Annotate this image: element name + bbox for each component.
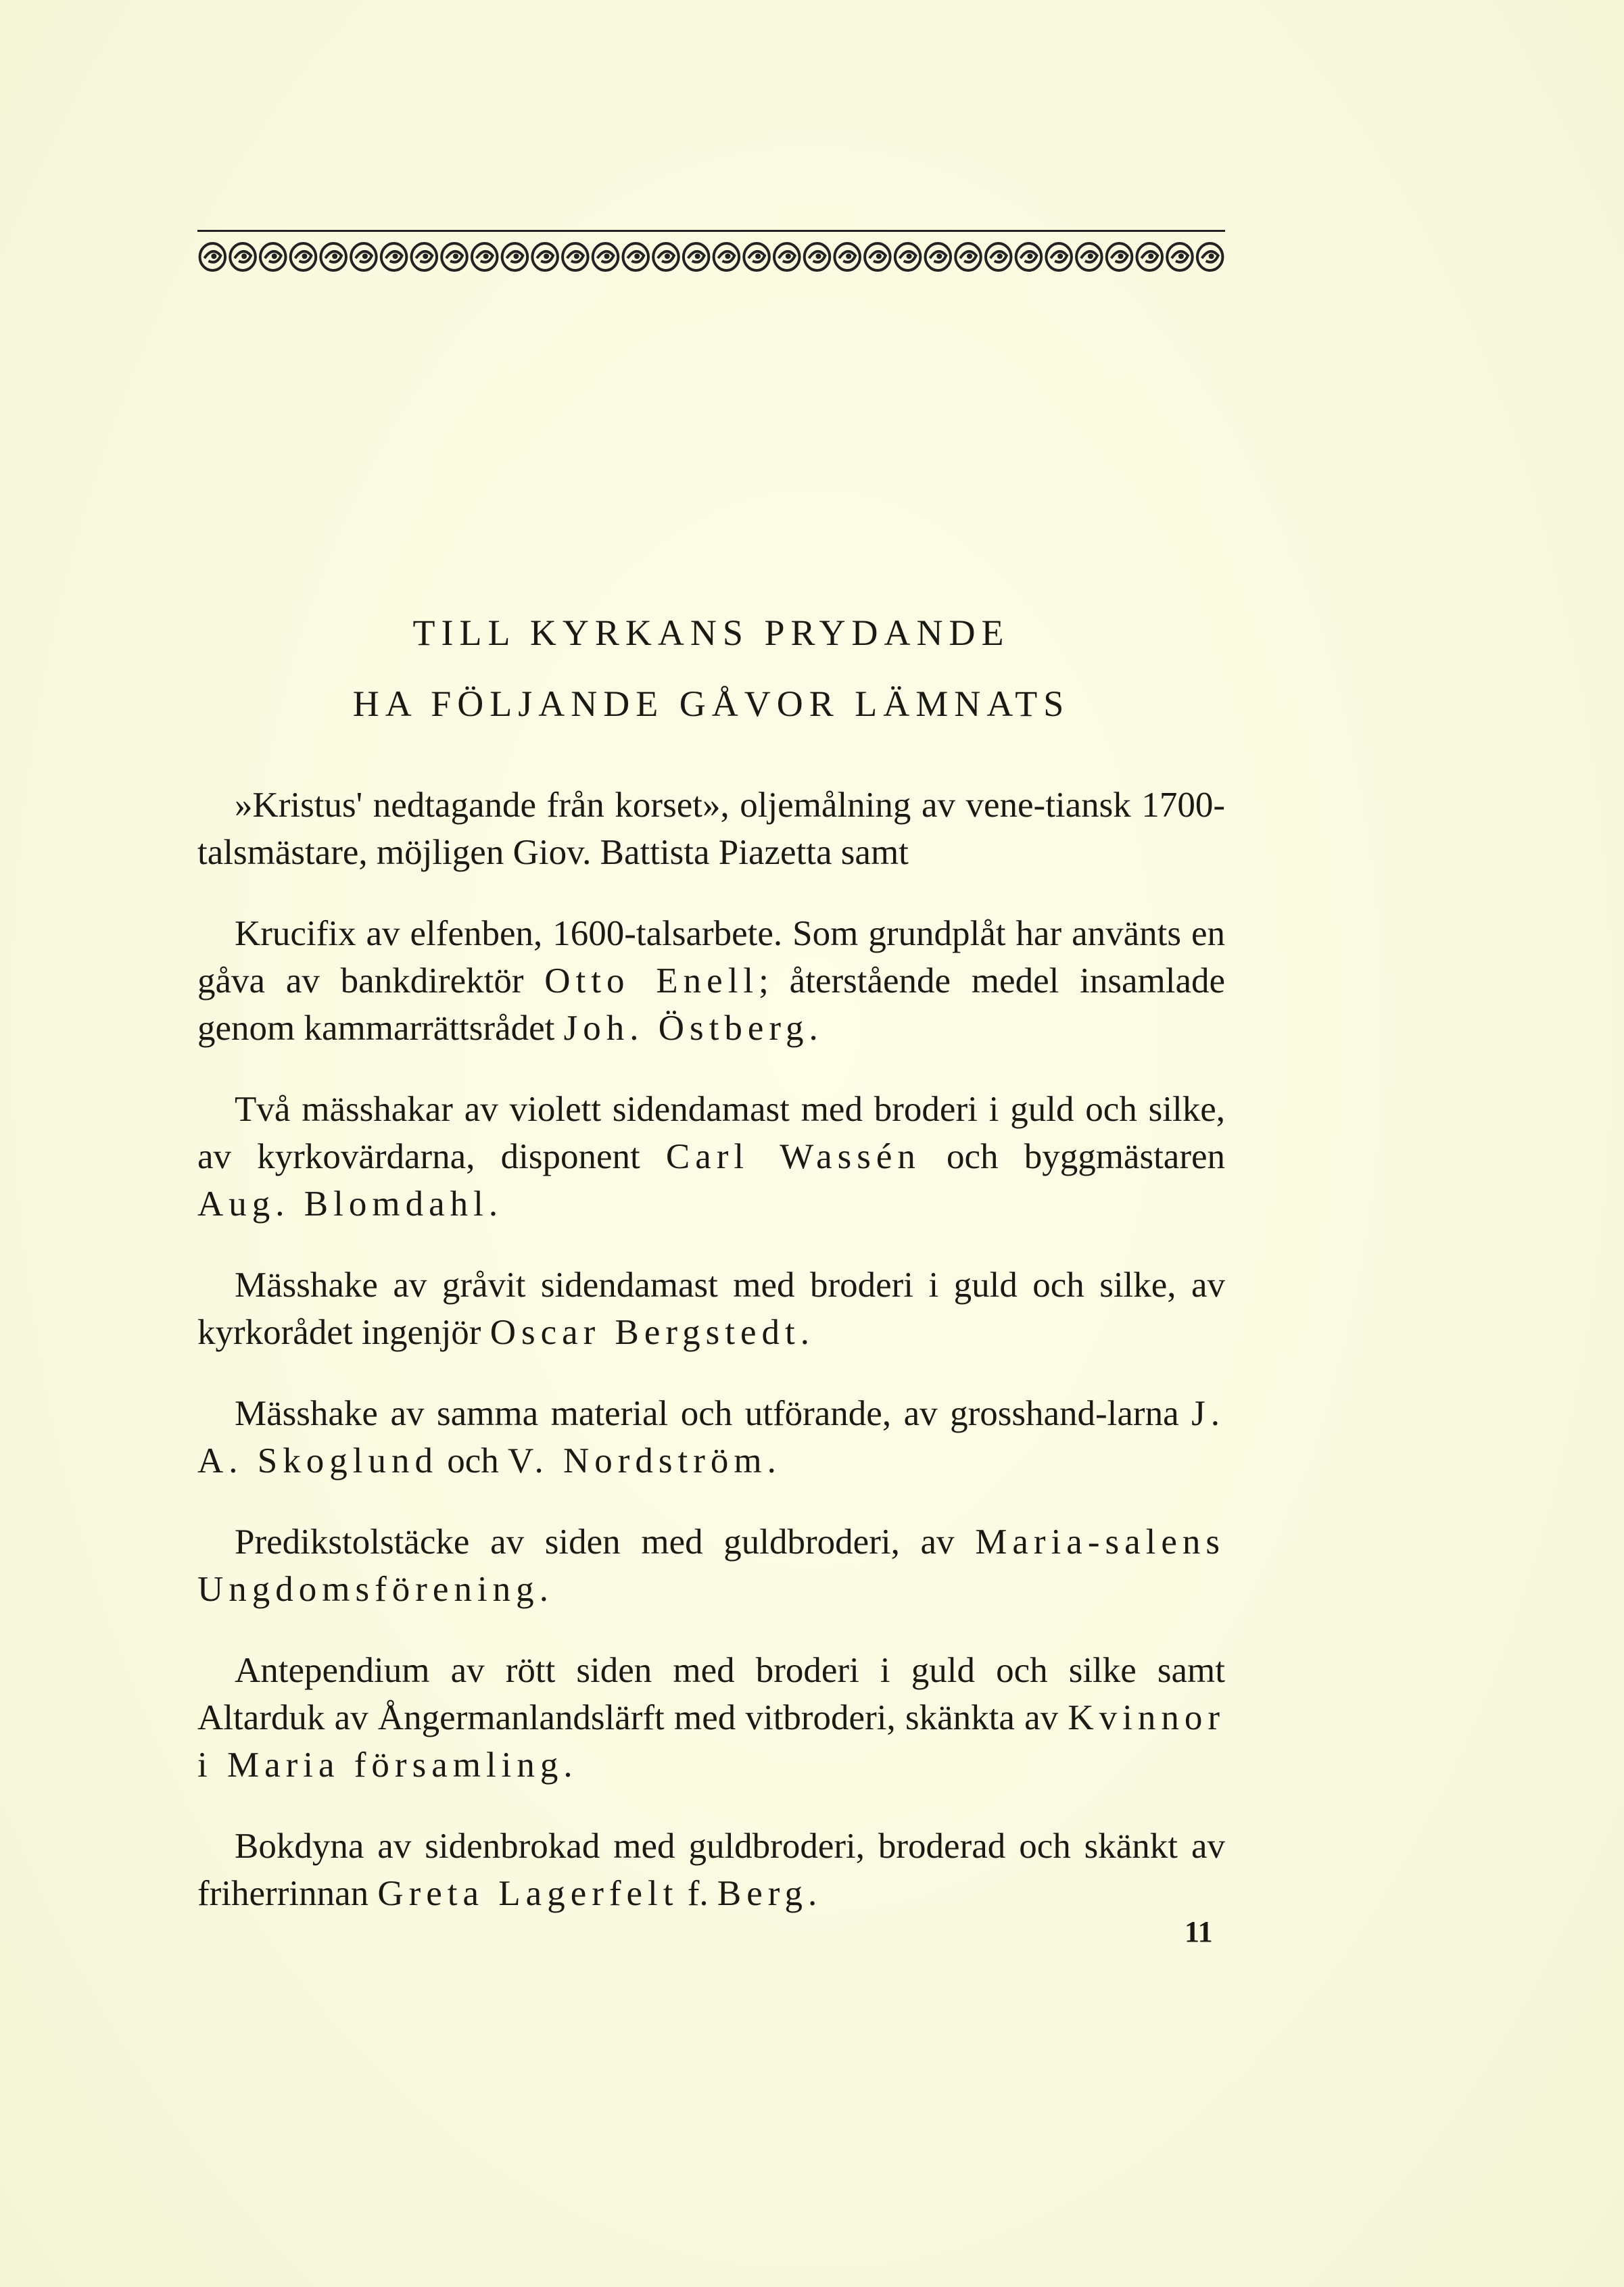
rosette-icon bbox=[351, 243, 377, 270]
paragraph-text: »Kristus' nedtagande från korset», oljemålning av vene-tiansk 1700-talsmästare, möjligen Giov. Battista Piazetta samt bbox=[197, 786, 1225, 872]
rosette-icon bbox=[563, 243, 588, 270]
paragraph-text: Mässhake av gråvit sidendamast med broderi i guld och silke, av kyrkorådet ingenjör bbox=[197, 1266, 1225, 1352]
gift-paragraph bbox=[197, 910, 1225, 1052]
rosette-icon bbox=[472, 243, 498, 270]
rosette-icon bbox=[774, 243, 800, 270]
donor-name: Maria-salens Ungdomsförening bbox=[197, 1522, 1225, 1609]
donor-name: Greta Lagerfelt bbox=[377, 1874, 679, 1913]
rosette-icon bbox=[805, 243, 830, 270]
rosette-icon bbox=[744, 243, 769, 270]
rosette-icon bbox=[291, 243, 316, 270]
rosette-icon bbox=[502, 243, 528, 270]
paragraph-text: . bbox=[808, 1874, 817, 1913]
rosette-icon bbox=[1197, 243, 1223, 270]
rosette-icon bbox=[1046, 243, 1072, 270]
paragraph-text: . bbox=[488, 1184, 498, 1224]
donor-name: Otto Enell bbox=[544, 961, 759, 1001]
paragraph-text: . bbox=[800, 1313, 809, 1352]
gift-paragraph bbox=[197, 1518, 1225, 1613]
gift-paragraph bbox=[197, 1647, 1225, 1789]
rosette-icon bbox=[623, 243, 648, 270]
paragraph-text: och byggmästaren bbox=[920, 1137, 1225, 1176]
rosette-icon bbox=[895, 243, 921, 270]
rosette-icon bbox=[381, 243, 407, 270]
donor-name: Oscar Bergstedt bbox=[489, 1313, 801, 1352]
rosette-icon bbox=[955, 243, 981, 270]
gift-paragraph bbox=[197, 1086, 1225, 1228]
paragraph-text: Bokdyna av sidenbrokad med guldbroderi, broderad och skänkt av friherrinnan bbox=[197, 1827, 1225, 1913]
paragraph-text: . bbox=[539, 1570, 548, 1609]
rosette-icon bbox=[1076, 243, 1102, 270]
paragraph-text: f. bbox=[678, 1874, 717, 1913]
rosette-icon bbox=[714, 243, 740, 270]
rosette-icon bbox=[200, 243, 226, 270]
rosette-icon bbox=[412, 243, 437, 270]
rosette-icon bbox=[260, 243, 286, 270]
rosette-icon bbox=[926, 243, 951, 270]
border-rule bbox=[197, 230, 1225, 232]
rosette-icon bbox=[865, 243, 890, 270]
gift-paragraph bbox=[197, 1823, 1225, 1917]
rosette-icon bbox=[1137, 243, 1162, 270]
gift-paragraph bbox=[197, 781, 1225, 876]
paragraph-text: . bbox=[767, 1441, 776, 1480]
paragraph-text: Predikstolstäcke av siden med guldbroderi, av bbox=[235, 1522, 976, 1562]
paragraph-text: Två mässhakar av violett sidendamast med broderi i guld och silke, av kyrkovärdarna, disponent bbox=[197, 1090, 1225, 1176]
rosette-icon bbox=[230, 243, 256, 270]
paragraph-text: Mässhake av samma material och utförande, av grosshand-larna bbox=[235, 1394, 1192, 1433]
rosette-icon bbox=[986, 243, 1011, 270]
rosette-icon bbox=[593, 243, 619, 270]
rosette-icon bbox=[441, 243, 467, 270]
gift-paragraph bbox=[197, 1390, 1225, 1485]
page-number: 11 bbox=[1185, 1915, 1213, 1948]
rosette-border-icon bbox=[197, 239, 1225, 280]
donor-name: Berg bbox=[717, 1874, 808, 1913]
gift-paragraph bbox=[197, 1261, 1225, 1356]
paragraph-text: Antependium av rött siden med broderi i guld och silke samt Altarduk av Ångermanlandslärft med vitbroderi, skänkta av bbox=[197, 1651, 1225, 1737]
paragraph-text: och bbox=[437, 1441, 508, 1480]
rosette-icon bbox=[834, 243, 860, 270]
paragraph-text: . bbox=[563, 1746, 573, 1785]
paragraph-text: ; återstående medel insamlade genom kammarrättsrådet bbox=[197, 961, 1225, 1048]
gift-list bbox=[197, 781, 1225, 1951]
donor-name: V. Nordström bbox=[508, 1441, 767, 1480]
donor-name: Carl Wassén bbox=[665, 1137, 921, 1176]
heading-line-1: TILL KYRKANS PRYDANDE bbox=[412, 612, 1010, 653]
paragraph-text: Krucifix av elfenben, 1600-talsarbete. Som grundplåt har använts en gåva av bankdirektör bbox=[197, 914, 1225, 1001]
paragraph-text: . bbox=[809, 1009, 818, 1048]
donor-name: Kvinnor i Maria församling bbox=[197, 1698, 1225, 1785]
donor-name: J. A. Skoglund bbox=[197, 1394, 1225, 1480]
donor-name: Joh. Östberg bbox=[563, 1009, 809, 1048]
rosette-icon bbox=[532, 243, 558, 270]
donor-name: Aug. Blomdahl bbox=[197, 1184, 489, 1224]
ornamental-border bbox=[197, 230, 1225, 284]
rosette-icon bbox=[684, 243, 709, 270]
heading-line-2: HA FÖLJANDE GÅVOR LÄMNATS bbox=[352, 683, 1070, 724]
rosette-icon bbox=[320, 243, 346, 270]
rosette-icon bbox=[1107, 243, 1132, 270]
rosette-icon bbox=[653, 243, 679, 270]
rosette-icon bbox=[1016, 243, 1042, 270]
rosette-icon bbox=[1167, 243, 1193, 270]
